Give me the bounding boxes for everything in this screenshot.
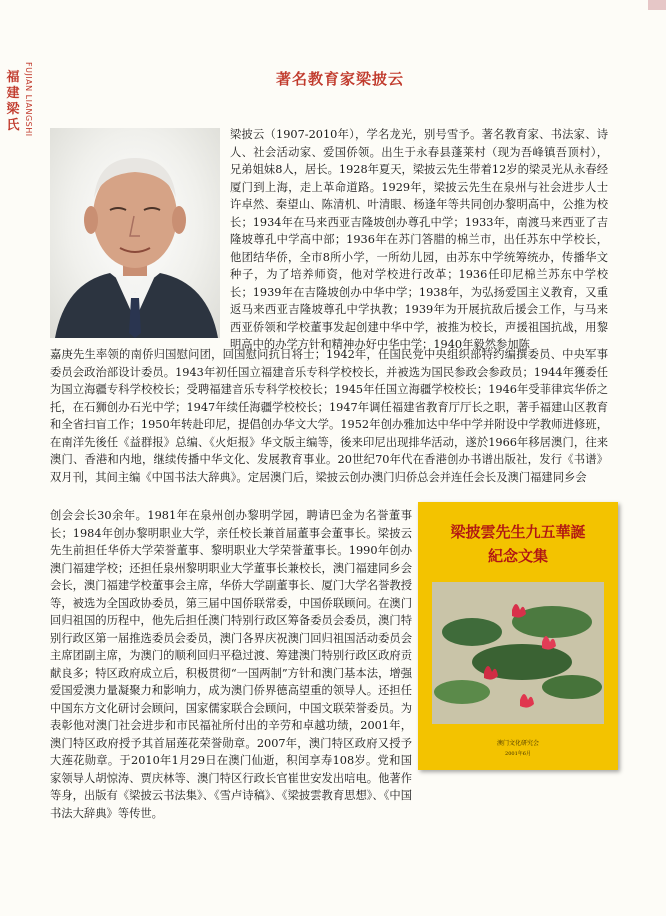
article-paragraph-3: 创会会长30余年。1981年在泉州创办黎明学园，聘请巴金为名誉董事长；1984年创办黎明职业大学，亲任校长兼首届董事会董事长。梁披云先生前担任华侨大学荣誉董事、黎明职业大学荣誉董事长。1990年创办澳门福建学校；还担任泉州黎明职业大学董事长兼校长，澳门福建同乡会会长，澳门福建学校董事会主席，华侨大学副董事长、厦门大学名誉教授等，被选为全国政协委员，第三届中国侨联常委，中国侨联顾问。在澳门回归祖国的历程中，他先后担任澳门特别行政区筹备委员会委员，澳门特别行政区第一届推选委员会委员，澳门各界庆祝澳门回归祖国活动委员会主席团副主席，为澳门的顺利回归平稳过渡、筹建澳门特别行政区政府贡献良多；特区政府成立后，积极贯彻“一国两制”方针和澳门基本法，增强爱国爱澳力量凝聚力和影响力，成为澳门侨界德高望重的领导人。还担任中国东方文化研讨会顾问，国家儒家联合会顾问，中国文联荣誉委员。为表彰他对澳门社会进步和市民福祉所付出的辛劳和卓越功绩，2001年，澳门特区政府授予其首届莲花荣誉勋章。2007年，澳门特区政府又授予大莲花勋章。于2010年1月29日在澳门仙逝，积闰享寿108岁。党和国家领导人胡惊涛、贾庆林等、澳门特区行政长官崔世安发出唁电。他著作等身，出版有《梁披云书法集》、《雪卢诗稿》、《梁披雲教育思想》、《中国书法大辞典》等传世。 [50, 509, 412, 820]
article-title: 著名教育家梁披云 [275, 70, 404, 88]
book-title [418, 520, 618, 568]
article-paragraph-2: 嘉庚先生率领的南侨归国慰问团，回国慰问抗日将士；1942年，任国民党中央组织部特约编撰委员、中央军事委员会政治部设计委员。1943年初任国立福建音乐专科学校校长，并被选为国民参政会参政员；1944年獲委任为国立海疆专科学校校长；受聘福建音乐专科学校校长；1945年任国立海疆学校校长；1946年受菲律宾华侨之托，在石狮创办石光中学；1947年续任海疆学校校长；1947年调任福建省教育厅厅长之职，著手福建山区教育和全省扫盲工作；1950年转赴印尼，提倡创办华文大学。1952年创办雅加达中华中学并附设中学教师进修班，在南洋先後任《益群报》总编、《火炬报》华文版主编等，後来印尼出现排华活动，遂於1966年移居澳门，往来澳门、香港和内地，继续传播中华文化、发展教育事业。20世纪70年代在香港创办书谱出版社，发行《书谱》双月刊，其间主编《中国书法大辞典》。定居澳门后，梁披云创办澳门归侨总会并连任会长及澳门福建同乡会 [50, 348, 608, 484]
book-cover [418, 502, 618, 770]
book-publisher: 澳门文化研究会 [496, 740, 539, 747]
page-corner-mark [648, 0, 666, 10]
book-title-line-1: 梁披雲先生九五華誕 [450, 523, 586, 541]
book-title-line-2: 紀念文集 [487, 547, 548, 565]
side-title: 福建梁氏 [6, 70, 20, 133]
book-lotus-photo [432, 582, 604, 724]
portrait-photo [50, 128, 220, 338]
book-date: 2001年6月 [505, 751, 531, 757]
article-paragraph-1: 梁披云（1907-2010年），学名龙光，别号雪予。著名教育家、书法家、诗人、社会活动家、爱国侨领。出生于永春县蓬莱村（现为吾峰镇吾顶村），兄弟姐妹8人，居长。1928年夏天，梁披云先生带着12岁的梁灵光从永春经厦门到上海，走上革命道路。1929年，梁披云先生在泉州与社会进步人士许卓然、秦望山、陈清机、叶清眼、杨逢年等共同创办黎明高中，公推为校长；1934年在马来西亚吉隆坡创办尊孔中学；1933年，南渡马来西亚了吉隆坡尊孔中学高中部；1936年在苏门答腊的棉兰市，出任苏东中学校长，他团结华侨，全市8所小学，一所幼儿园，由苏东中学统筹统办，传播华文种子，为了培养师资，他对学校进行改革；1936任印尼棉兰苏东中学校长；1939年在吉隆坡创办中华中学；1938年，为弘扬爱国主义教育，又重返马来西亚吉隆坡尊孔中学执教；1939年为开展抗敌后援会工作，与马来西亚侨领和学校董事发起创建中华中学，被推为校长，声援祖国抗战，用黎明高中的办学方针和精神办好中华中学；1940年毅然参加陈 [230, 128, 608, 351]
side-pinyin: FUJIAN LIANGSHI [24, 62, 33, 137]
